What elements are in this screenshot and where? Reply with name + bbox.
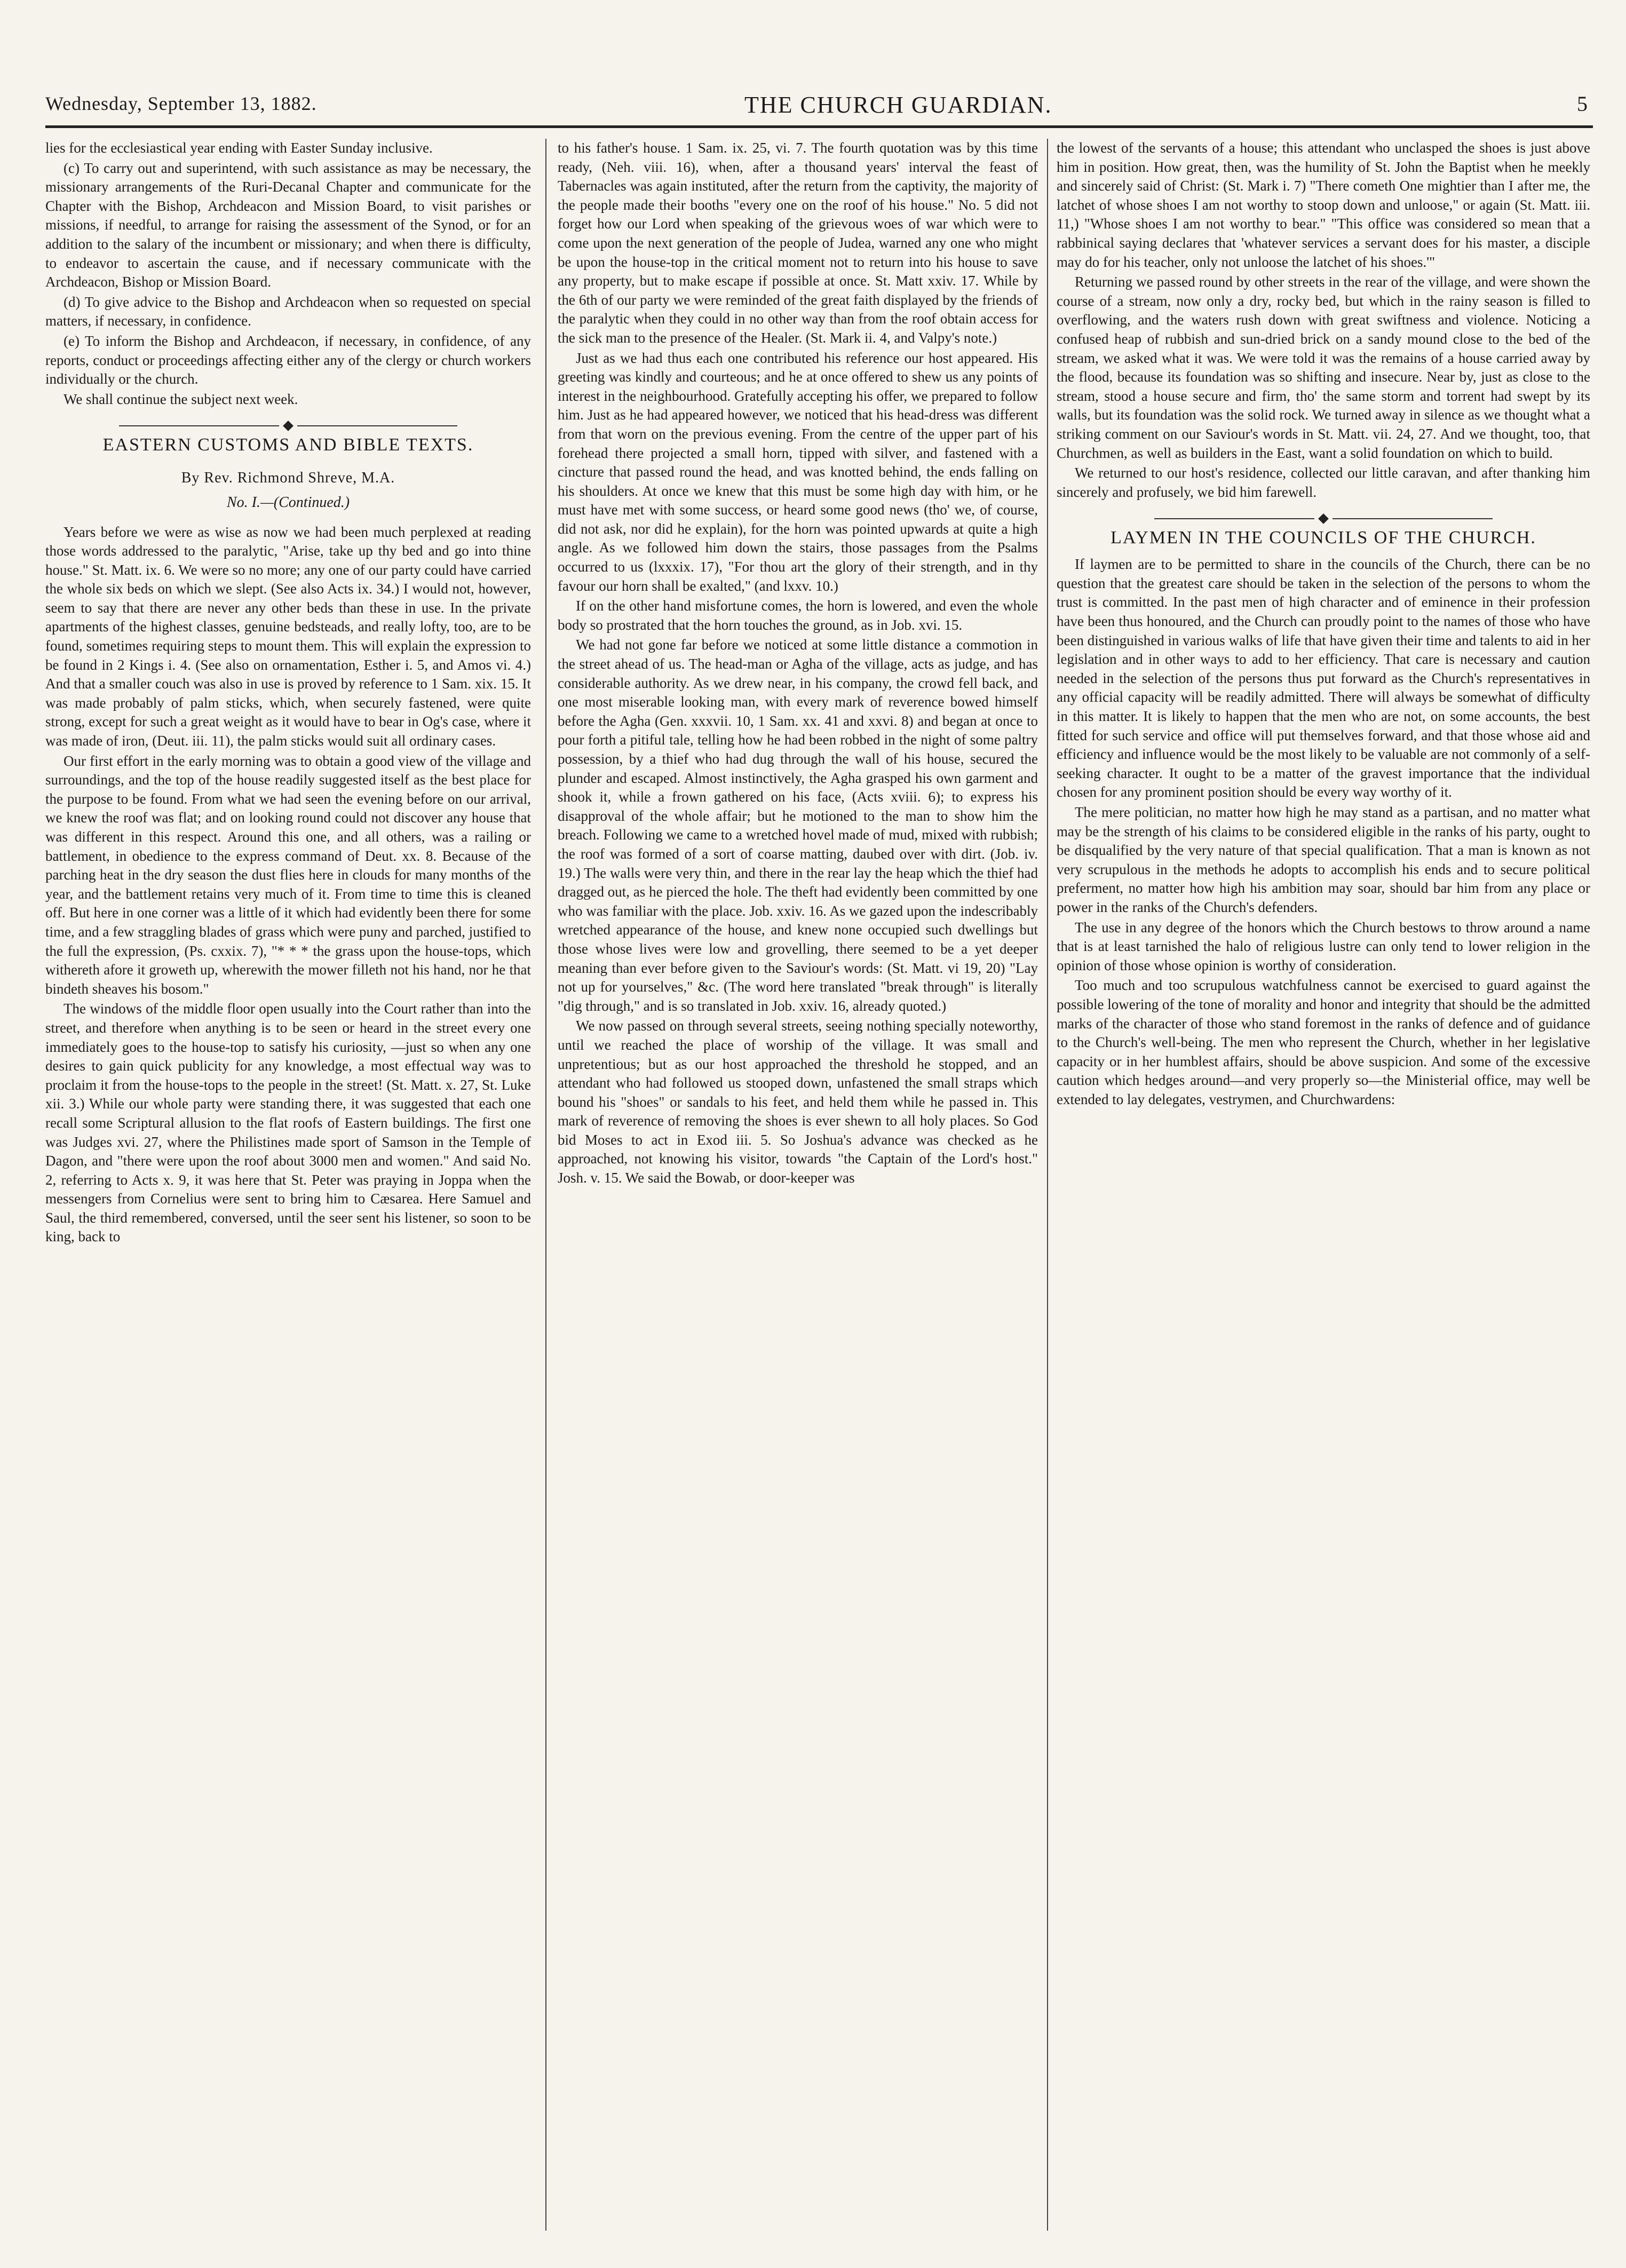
byline: By Rev. Richmond Shreve, M.A.	[181, 470, 395, 487]
paragraph: Our first effort in the early morning was to obtain a good view of the village and surroundings, and the top of the house readily suggested itself as the best place for the purpose to be found. From what we had seen the evening before on our arrival, we knew the roof was flat; and on looking round could not discover any house that was different in this respect. Around this one, and all others, was a railing or battlement, in obedience to the express command of Deut. xx. 8. Because of the parching heat in the dry season the dust flies here in clouds for many months of the year, and the battlement retains very much of it. From time to time this is cleaned off. But here in one corner was a little of it which had evidently been there for some time, and a few straggling blades of grass which were puny and parched, justified to the full the expression, (Ps. cxxix. 7), "* * * the grass upon the house-tops, which withereth afore it groweth up, wherewith the mower filleth not his hand, nor he that bindeth sheaves his bosom."	[45, 752, 531, 997]
article-heading: EASTERN CUSTOMS AND BIBLE TEXTS.	[102, 435, 474, 455]
paragraph: Too much and too scrupulous watchfulness cannot be exercised to guard against the possible lowering of the tone of morality and honor and integrity that should be the admitted marks of the character of those who stand foremost in the ranks of defence and of guidance to the Church's well-being. The men who represent the Church, whether in her legislative capacity or in her humblest affairs, should be above suspicion. And some of the excessive caution which hedges around—and very properly so—the Ministerial office, may well be extended to lay delegates, vestrymen, and Churchwardens:	[1057, 977, 1590, 1107]
paragraph: The use in any degree of the honors which the Church bestows to throw around a name that is at least tarnished the halo of religious lustre can only tend to lower religion in the opinion of those whose opinion is worthy of consideration.	[1057, 919, 1590, 973]
paragraph: Years before we were as wise as now we had been much perplexed at reading those words addressed to the paralytic, "Arise, take up thy bed and go into thine house." St. Matt. ix. 6. We were so no more; any one of our party could have carried the whole six beds on which we slept. (See also Acts ix. 34.) I would not, however, seem to say that there are never any other beds than these in use. In the private apartments of the highest classes, genuine bedsteads, and really lofty, too, are to be found, sometimes requiring steps to mount them. This will explain the expression to be found in 2 Kings i. 4. (See also on ornamentation, Esther i. 5, and Amos vi. 4.) And that a smaller couch was also in use is proved by reference to 1 Sam. xix. 15. It was made probably of palm sticks, which, when securely fastened, were quite strong, except for such a great weight as it would have to bear in Og's case, where it was made of iron, (Deut. iii. 11), the palm sticks would suit all ordinary cases.	[45, 524, 531, 749]
masthead	[45, 88, 1593, 128]
ornamental-rule	[45, 415, 531, 426]
column-rule	[1047, 139, 1048, 2231]
paragraph: to his father's house. 1 Sam. ix. 25, vi. 7. The fourth quotation was by this time ready, (Neh. viii. 16), when, after a thousand years' interval the feast of Tabernacles was again instituted, after the return from the captivity, the majority of the people made their booths "every one on the roof of his house." No. 5 did not forget how our Lord when speaking of the grievous woes of war which were to come upon the next generation of the people of Judea, warned any one who might be upon the house-top in the critical moment not to return into his house to save any property, but to make escape if possible at once. St. Matt xxiv. 17. While by the 6th of our party we were reminded of the great faith displayed by the friends of the paralytic when they could in no other way than from the roof obtain access for the sick man to the presence of the Healer. (St. Mark ii. 4, and Valpy's note.)	[558, 140, 1038, 346]
column-3	[1057, 139, 1590, 2236]
paragraph: (d) To give advice to the Bishop and Archdeacon when so requested on special matters, if necessary, in confidence.	[45, 294, 531, 329]
paragraph: If laymen are to be permitted to share in the councils of the Church, there can be no question that the greatest care should be taken in the selection of the persons to whom the trust is committed. In the past men of high character and of eminence in their profession have been thus honoured, and the Church can proudly point to the names of those who have been distinguished in various walks of life that have given their time and talents to aid in her legislation and in other ways to add to her efficiency. That care is necessary and caution needed in the selection of the persons thus put forward as the Church's representatives in any official capacity will be readily admitted. There will always be somewhat of difficulty in this matter. It is likely to happen that the men who are not, on some accounts, the best fitted for such service and office will put themselves forward, and that those whose aid and efficiency and influence would be the most likely to be valuable are not commonly of a self-seeking character. It ought to be a matter of the gravest importance that the individual chosen for any prominent position should be every way worthy of it.	[1057, 556, 1590, 800]
article-subheading: No. I.—(Continued.)	[226, 494, 350, 511]
paragraph: We had not gone far before we noticed at some little distance a commotion in the street ahead of us. The head-man or Agha of the village, acts as judge, and has considerable authority. As we drew near, in his company, the crowd fell back, and one most miserable looking man, with every mark of reverence bowed himself before the Agha (Gen. xxxvii. 10, 1 Sam. xx. 41 and xxvi. 8) and began at once to pour forth a pitiful tale, telling how he had been robbed in the night of some paltry possession, by a thief who had dug through the wall of his house, secured the plunder and escaped. Almost instinctively, the Agha grasped his own garment and shook it, while a frown gathered on his face, (Acts xviii. 6); to express his disapproval of the whole affair; but he motioned to the man to show him the breach. Following we came to a wretched hovel made of mud, mixed with rubbish; the roof was formed of a sort of coarse matting, daubed over with dirt. (Job. iv. 19.) The walls were very thin, and there in the rear lay the heap which the thief had dragged out, as he pierced the hole. The theft had evidently been committed by one who was familiar with the place. Job. xxiv. 16. As we gazed upon the indescribably wretched appearance of the house, and knew none occupied such dwellings but those whose lives were low and grovelling, there seemed to be a yet deeper meaning than ever before given to the Saviour's words: (St. Matt. vi 19, 20) "Lay not up for yourselves," &c. (The word here translated "break through" is literally "dig through," and is so translated in Job. xxiv. 16, already quoted.)	[558, 637, 1038, 1014]
column-2	[558, 139, 1038, 2236]
paragraph: (e) To inform the Bishop and Archdeacon, if necessary, in confidence, of any reports, conduct or proceedings affecting either any of the clergy or church workers individually or the church.	[45, 332, 531, 387]
paragraph: Returning we passed round by other streets in the rear of the village, and were shown the course of a stream, now only a dry, rocky bed, but which in the rainy season is filled to overflowing, and the waters rush down with great swiftness and violence. Noticing a confused heap of rubbish and sun-dried brick on a sandy mound close to the bed of the stream, we asked what it was. We were told it was the remains of a house carried away by the flood, because its foundation was so shifting and insecure. Near by, just as close to the stream, stood a house secure and firm, tho' the same storm and torrent had swept by its walls, but its foundation was the solid rock. We turned away in silence as we thought what a striking comment on our Saviour's words in St. Matt. vii. 24, 27. And we thought, too, that Churchmen, as well as builders in the East, want a solid foundation on which to build.	[1057, 274, 1590, 461]
paragraph: lies for the ecclesiastical year ending with Easter Sunday inclusive.	[45, 140, 433, 156]
ornamental-rule	[1057, 508, 1590, 519]
article-heading: LAYMEN IN THE COUNCILS OF THE CHURCH.	[1111, 528, 1536, 548]
page-number: 5	[1577, 92, 1588, 116]
column-rule	[545, 139, 546, 2231]
paragraph: We returned to our host's residence, collected our little caravan, and after thanking him sincerely and profusely, we bid him farewell.	[1057, 465, 1590, 500]
paragraph: We shall continue the subject next week.	[64, 391, 298, 407]
issue-date: Wednesday, September 13, 1882.	[45, 93, 317, 114]
paragraph: (c) To carry out and superintend, with such assistance as may be necessary, the missionary arrangements of the Ruri-Decanal Chapter and communicate for the Chapter with the Bishop, Archdeacon and Mission Board, to visit parishes or missions, if needful, to arrange for raising the assessment of the Synod, or for an addition to the salary of the incumbent or missionary; and when there is difficulty, to endeavor to ascertain the cause, and if necessary communicate with the Archdeacon, Bishop or Mission Board.	[45, 160, 531, 290]
paragraph: We now passed on through several streets, seeing nothing specially noteworthy, until we reached the place of worship of the village. It was small and unpretentious; but as our host approached the threshold he stopped, and an attendant who had followed us stooped down, unfastened the small straps which bound his "shoes" or sandals to his feet, and held them while he passed in. This mark of reverence of removing the shoes is ever shewn to all holy places. So God bid Moses to act in Exod iii. 5. So Joshua's advance was checked as he approached, not knowing his visitor, towards "the Captain of the Lord's host." Josh. v. 15. We said the Bowab, or door-keeper was	[558, 1018, 1038, 1186]
paragraph: Just as we had thus each one contributed his reference our host appeared. His greeting was kindly and courteous; and he at once offered to shew us any points of interest in the neighbourhood. Gratefully accepting his offer, we prepared to follow him. Just as he had appeared however, we noticed that his head-dress was different from that worn on the previous evening. From the centre of the upper part of his forehead there projected a small horn, tipped with silver, and fastened with a cincture that passed round the head, and was knotted behind, the ends falling on his shoulders. At once we knew that this must be some high day with him, or he must have met with some success, or heard some good news (tho' we, of course, did not ask, nor did he explain), for the horn was pointed upwards at quite a high angle. As we followed him down the stairs, those passages from the Psalms occurred to us (lxxxix. 17), "For thou art the glory of their strength, and in thy favour our horn shall be exalted," (and lxxv. 10.)	[558, 350, 1038, 594]
paragraph: If on the other hand misfortune comes, the horn is lowered, and even the whole body so prostrated that the horn touches the ground, as in Job. xvi. 15.	[558, 598, 1038, 633]
paragraph: The windows of the middle floor open usually into the Court rather than into the street, and therefore when anything is to be seen or heard in the street every one immediately goes to the house-top to satisfy his curiosity, —just so when any one desires to gain quick publicity for any knowledge, a most effectual way was to proclaim it from the house-tops to the people in the street! (St. Matt. x. 27, St. Luke xii. 3.) While our whole party were standing there, it was suggested that each one recall some Scriptural allusion to the flat roofs of Eastern buildings. The first one was Judges xvi. 27, where the Philistines made sport of Samson in the Temple of Dagon, and "there were upon the roof about 3000 men and women." And said No. 2, referring to Acts x. 9, it was here that St. Peter was praying in Joppa when the messengers from Cornelius were sent to bring him to Cæsarea. Here Samuel and Saul, the third remembered, conversed, until the seer sent his listener, so soon to be king, back to	[45, 1001, 531, 1245]
column-1	[45, 139, 531, 2236]
newspaper-title: THE CHURCH GUARDIAN.	[744, 92, 1052, 118]
paragraph: the lowest of the servants of a house; this attendant who unclasped the shoes is just above him in position. How great, then, was the humility of St. John the Baptist when he meekly and sincerely said of Christ: (St. Mark i. 7) "There cometh One mightier than I after me, the latchet of whose shoes I am not worthy to stoop down and unloose," or again (St. Matt. iii. 11,) "Whose shoes I am not worthy to bear." "This office was considered so mean that a rabbinical saying declares that 'whatever services a servant does for his master, a disciple may do for his teacher, only not unloose the latchet of his shoes.'"	[1057, 140, 1590, 270]
paragraph: The mere politician, no matter how high he may stand as a partisan, and no matter what may be the strength of his claims to be considered eligible in the ranks of his party, ought to be disqualified by the very nature of that special qualification. That a man is known as not very scrupulous in the methods he adopts to accomplish his ends and to secure political preferment, no matter how high his ambition may soar, should bar him from any place or power in the ranks of the Church's defenders.	[1057, 804, 1590, 915]
